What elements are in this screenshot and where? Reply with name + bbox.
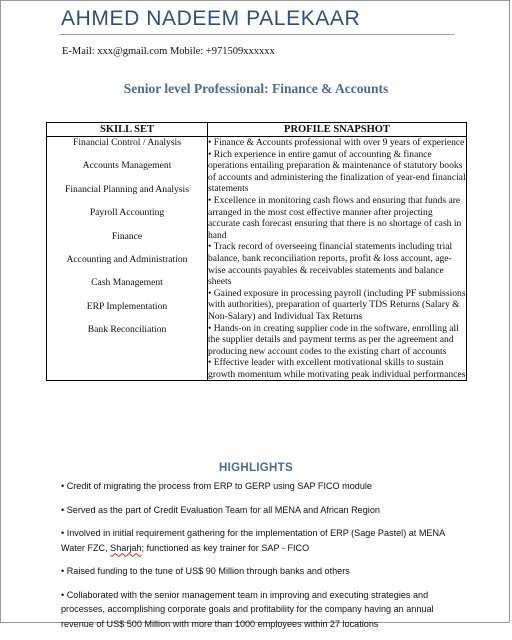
highlight-text: ; functioned as key trainer for SAP - FICO bbox=[141, 542, 310, 553]
skill-item: Financial Planning and Analysis bbox=[65, 183, 189, 195]
skill-item: Accounting and Administration bbox=[66, 253, 188, 265]
highlight-text: • Involved in initial requirement gathering for the implementation of ERP (Sage Pastel) at MENA Water FZC, bbox=[61, 528, 445, 553]
skill-item: Accounts Management bbox=[82, 160, 172, 172]
profile-bullet: • Rich experience in entire gamut of accounting & finance operations entailing preparation & maintenance of statutory books of accounts and administering the finalization of year-end financial statements bbox=[208, 148, 466, 195]
profile-bullet: • Gained exposure in processing payroll (including PF submissions with authorities), preparation of quarterly TDS Returns (Salary & Non-Salary) and Individual Tax Returns bbox=[208, 287, 466, 322]
spellcheck-flagged-word[interactable]: Sharjah bbox=[110, 542, 142, 553]
highlight-item: • Collaborated with the senior management team in improving and executing strategies and processes, accomplishing corporate goals and profitability for the company having an annual revenue of US$ 500 Million with more than 1000 employees within 27 locations bbox=[61, 589, 434, 629]
profile-snapshot-column bbox=[208, 137, 467, 381]
skill-item: ERP Implementation bbox=[86, 300, 168, 312]
highlights-list bbox=[61, 479, 466, 640]
highlight-item: • Credit of migrating the process from ERP to GERP using SAP FICO module bbox=[61, 481, 372, 491]
profile-bullet: • Effective leader with excellent motivational skills to sustain growth momentum while motivating peak individual performances bbox=[208, 357, 466, 380]
profile-bullet: • Finance & Accounts professional with over 9 years of experience bbox=[208, 137, 465, 148]
profile-bullet: • Excellence in monitoring cash flows and ensuring that funds are arranged in the most cost effective manner after projecting accurate cash forecast ensuring that there is no shortage of cash in hand bbox=[208, 194, 462, 241]
name-underline bbox=[59, 34, 454, 35]
highlight-item: • Served as the part of Credit Evaluation Team for all MENA and African Region bbox=[61, 504, 380, 515]
profile-snapshot-header: PROFILE SNAPSHOT bbox=[208, 123, 467, 137]
highlights-heading: HIGHLIGHTS bbox=[219, 462, 293, 474]
candidate-name: AHMED NADEEM PALEKAAR bbox=[61, 7, 361, 30]
profile-bullet: • Hands-on in creating supplier code in the software, enrolling all the supplier details and payment terms as per the agreement and producing new account codes to the existing chart of accounts bbox=[208, 322, 459, 357]
skill-set-column bbox=[47, 137, 208, 381]
skill-item: Cash Management bbox=[91, 277, 163, 289]
highlight-item-erp bbox=[61, 526, 466, 555]
profile-bullet: • Track record of overseeing financial statements including trial balance, bank reconciliation reports, profit & loss account, age-wise accounts payables & receivables statements and balance sheets bbox=[208, 241, 453, 288]
skill-item: Finance bbox=[111, 230, 143, 242]
highlight-item: • Raised funding to the tune of US$ 90 Million through banks and others bbox=[61, 566, 350, 576]
skill-item: Payroll Accounting bbox=[89, 207, 165, 219]
skills-profile-table bbox=[46, 122, 467, 381]
skill-item: Financial Control / Analysis bbox=[73, 137, 181, 148]
contact-line: E-Mail: xxx@gmail.com Mobile: +971509xxxxxx bbox=[62, 46, 275, 57]
skill-item: Bank Reconciliation bbox=[87, 324, 167, 336]
skill-set-header: SKILL SET bbox=[47, 123, 208, 137]
professional-headline: Senior level Professional: Finance & Accounts bbox=[123, 81, 389, 96]
